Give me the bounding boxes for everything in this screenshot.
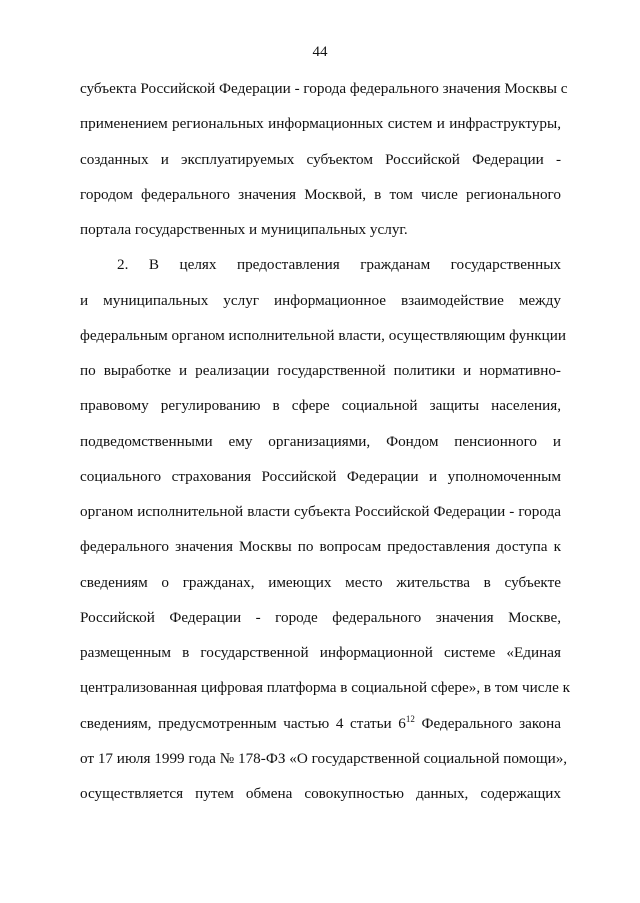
text-segment: Федерального закона [414, 715, 561, 732]
text-line: применением региональных информационных систем и инфраструктуры, [80, 115, 561, 132]
text-line: субъекта Российской Федерации - города федерального значения Москвы с [80, 80, 568, 97]
text-line-with-superscript [80, 714, 561, 734]
text-line: правовому регулированию в сфере социальной защиты населения, [80, 397, 561, 414]
text-line: федерального значения Москвы по вопросам предоставления доступа к [80, 538, 561, 555]
text-line: Российской Федерации - городе федерального значения Москве, [80, 609, 561, 626]
text-line: федеральным органом исполнительной власти, осуществляющим функции [80, 327, 567, 344]
text-line: органом исполнительной власти субъекта Российской Федерации - города [80, 503, 561, 520]
text-line: подведомственными ему организациями, Фондом пенсионного и [80, 433, 561, 450]
text-line: размещенным в государственной информационной системе «Единая [80, 644, 561, 661]
text-line: портала государственных и муниципальных услуг. [80, 221, 408, 238]
text-line: 2. В целях предоставления гражданам государственных [117, 256, 561, 273]
text-line: городом федерального значения Москвой, в том числе регионального [80, 186, 561, 203]
text-line: социального страхования Российской Федерации и уполномоченным [80, 468, 561, 485]
text-line: централизованная цифровая платформа в социальной сфере», в том числе к [80, 679, 571, 696]
superscript: 12 [405, 714, 415, 724]
text-line: и муниципальных услуг информационное взаимодействие между [80, 292, 561, 309]
text-line: осуществляется путем обмена совокупностью данных, содержащих [80, 785, 561, 802]
page-number: 44 [312, 44, 328, 60]
text-line: созданных и эксплуатируемых субъектом Российской Федерации - [80, 151, 561, 168]
text-line: от 17 июля 1999 года № 178-ФЗ «О государственной социальной помощи», [80, 750, 568, 767]
text-segment: сведениям, предусмотренным частью 4 статьи 6 [80, 715, 406, 732]
text-line: по выработке и реализации государственной политики и нормативно- [80, 362, 561, 379]
text-line: сведениям о гражданах, имеющих место жительства в субъекте [80, 574, 561, 591]
